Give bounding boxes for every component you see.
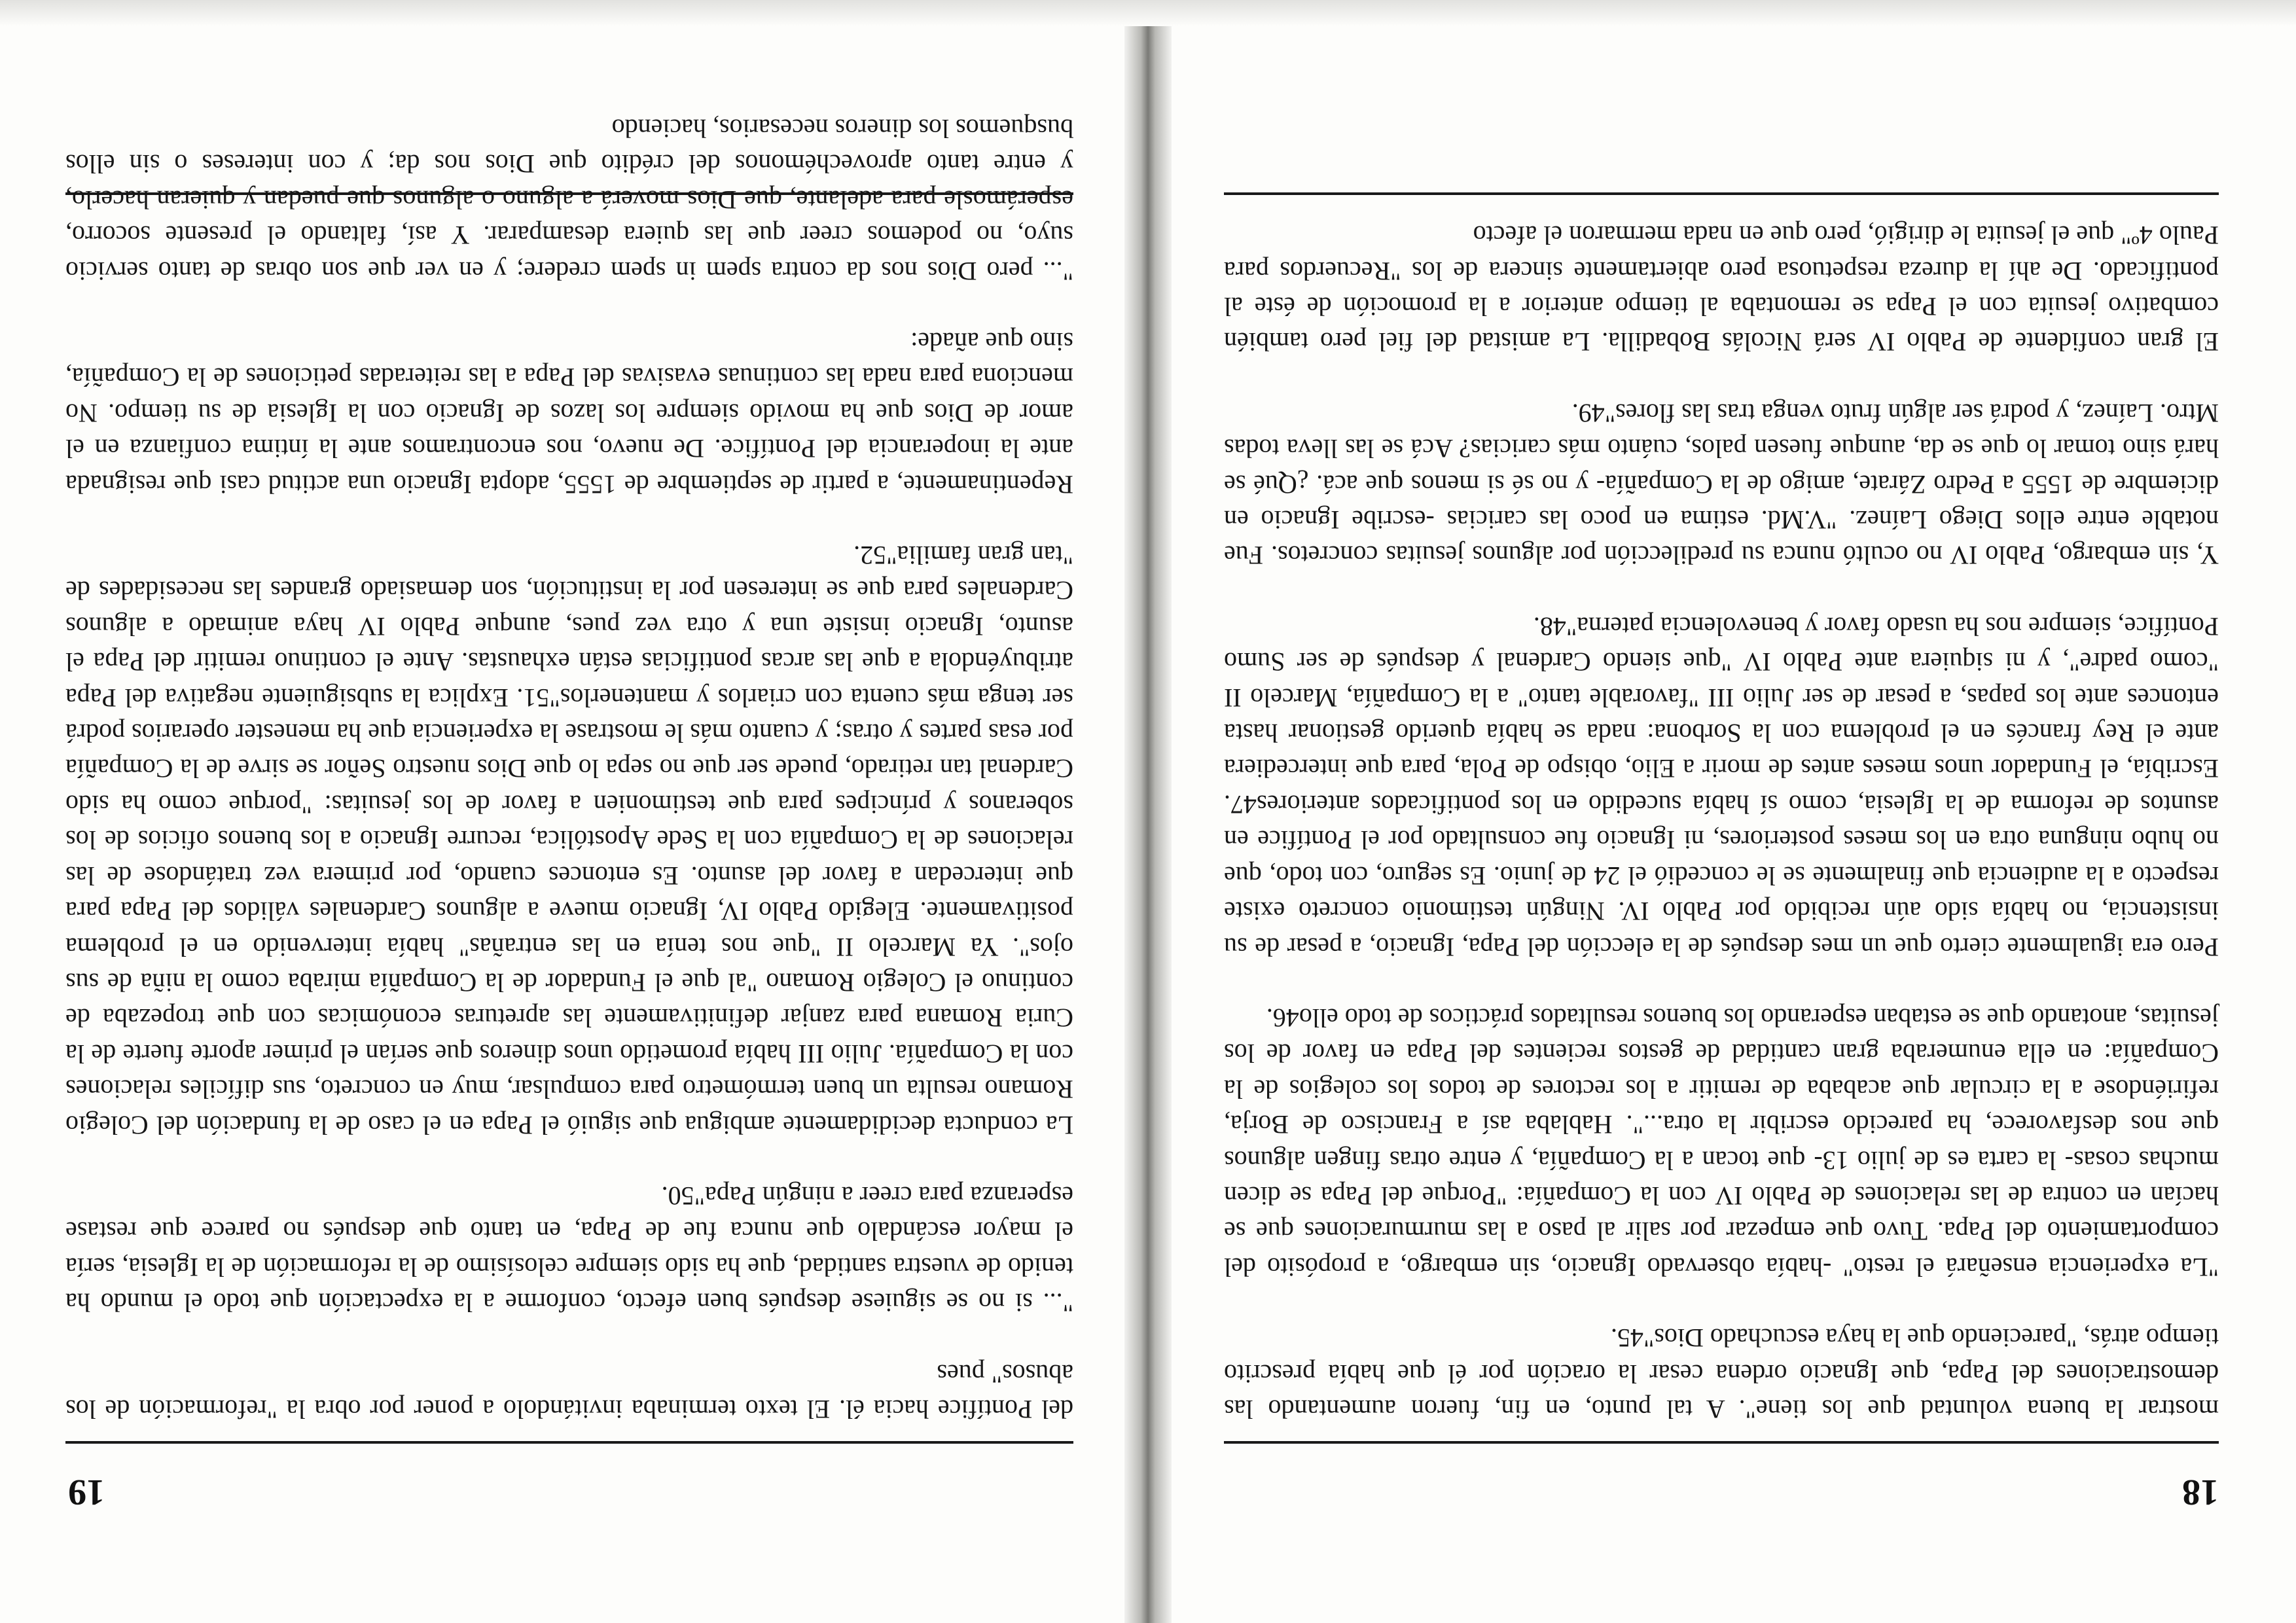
page-number: 19 (68, 1472, 105, 1512)
block-quote: "... pero Dios nos da contra spem in spem credere; y en ver que son obras de tanto servicio suyo, no podemos creer que las quiera desamparar. Y así, faltando el presente socorro, esperámosle para adelante, que Dios moverá a alguno o algunos que puedan y quieran hacerlo, y entre tanto aprovechémonos del crédito que Dios nos da; y con intereses o sin ellos busquemos los dineros necesarios, haciendo (65, 114, 1073, 286)
paragraph: "La experiencia enseñará el resto" -había observado Ignacio, sin embargo, a propósito del comportamiento del Papa. Tuvo que empezar por salir al paso a las murmuraciones que se hacían en contra de las relaciones de Pablo IV con la Compañía: "Porque del Papa se dicen muchas cosas- la carta es de julio 13- que tocan a la Compañía, y entre otras fingen algunos que nos desfavorece, ha parecido escribir la otra...". Hablaba así a Francisco de Borja, refiriéndose a la circular que acababa de remitir a los rectores de todos los colegios de la Compañía: en ella enumeraba gran cantidad de gestos recientes del Papa en favor de los jesuitas, anotando que se estaban esperando los buenos resultados prácticos de todo ello46. (1224, 1003, 2219, 1282)
page-body (1224, 217, 2219, 1427)
page-edge-shadow (0, 0, 2296, 26)
header-rule (1224, 1441, 2219, 1444)
page-number: 18 (2182, 1472, 2219, 1512)
paragraph: Repentinamente, a partir de septiembre de 1555, adopta Ignacio una actitud casi que resignada ante la inoperancia del Pontífice. De nuevo, nos encontramos ante la íntima confianza en el amor de Dios que ha movido siempre los lazos de Ignacio con la Iglesia de su tiempo. No menciona para nada las continuas evasivas del Papa a las reiteradas peticiones de la Compañía, sino que añade: (65, 327, 1073, 499)
book-gutter (1124, 0, 1172, 1623)
header-rule (65, 1441, 1073, 1444)
paragraph: El gran confidente de Pablo IV será Nicolás Bobadilla. La amistad del fiel pero también combativo jesuita con el Papa se remontaba al tiempo anterior a la promoción de éste al pontificado. De ahí la dureza respetuosa pero abiertamente sincera de los "Recuerdos para Paulo 4º" que el jesuita le dirigió, pero que en nada mermaron el afecto (1224, 221, 2219, 357)
paragraph: mostrar la buena voluntad que los tiene". A tal punto, en fin, fueron aumentando las demostraciones del Papa, que Ignacio ordena cesar la oración por él que había prescrito tiempo atrás, "pareciendo que la haya escuchado Dios"45. (1224, 1323, 2219, 1424)
paragraph: La conducta decididamente ambigua que siguió el Papa en el caso de la fundación del Colegio Romano resulta un buen termómetro para compulsar, muy en concreto, sus difíciles relaciones con la Compañía. Julio III había prometido unos dineros que serían el primer aporte fuerte de la Curia Romana para zanjar definitivamente las apreturas económicas con que tropezaba de continuo el Colegio Romano "al que el Fundador de la Compañía miraba como la niña de sus ojos". Ya Marcelo II "que nos tenía en las entrañas" había intervenido en el problema positivamente. Elegido Pablo IV, Ignacio mueve a algunos Cardenales válidos del Papa para que intercedan a favor del asunto. Es entonces cuando, por primera vez tratándose de las relaciones de la Compañía con la Sede Apostólica, recurre Ignacio a los buenos oficios de los soberanos y príncipes para que testimonien a favor de los jesuitas: "porque como ha sido Cardenal tan retirado, puede ser que no sepa lo que Dios nuestro Señor se sirve de la Compañía por esas partes y otras; y cuanto más le mostrase la experiencia que ha menester operarios podrá ser tenga más cuenta con criarlos y mantenerlos"51. Explica la subsiguiente negativa del Papa atribuyéndola a que las arcas pontificias están exhaustas. Ante el continuo remitir del Papa el asunto, Ignacio insiste una y otra vez pues, aunque Pablo IV haya animado a algunos Cardenales para que se interesen por la institución, son demasiado grandes las necesidades de "tan gran familia"52. (65, 541, 1073, 1140)
page-body (65, 111, 1073, 1427)
paragraph: Y, sin embargo, Pablo IV no ocultó nunca su predilección por algunos jesuitas concretos. Fue notable entre ellos Diego Laínez. "V.Md. estima en poco las caricias -escribe Ignacio en diciembre de 1555 a Pedro Zárate, amigo de la Compañía- y no sé si menos que acá. ¿Qué se hará sino tomar lo que se da, aunque fuesen palos, cuánto más caricias? Acá se las lleva todas Mtro. Laínez, y podrá ser algún fruto venga tras las flores"49. (1224, 398, 2219, 571)
footer-rule (1224, 192, 2219, 195)
paragraph: del Pontífice hacia él. El texto terminaba invitándolo a poner por obra la "reformación de los abusos" pues (65, 1359, 1073, 1424)
page-19 (0, 0, 1126, 1623)
block-quote: "... si no se siguiese después buen efecto, conforme a la expectación que todo el mundo ha tenido de vuestra santidad, que ha sido siempre celosísimo de la reformación de la Iglesia, sería el mayor escándalo que nunca fue de Papa, en tanto que después no parece que restase esperanza para creer a ningún Papa"50. (65, 1181, 1073, 1318)
paragraph: Pero era igualmente cierto que un mes después de la elección del Papa, Ignacio, a pesar de su insistencia, no había sido aún recibido por Pablo IV. Ningún testimonio concreto existe respecto a la audiencia que finalmente se le concedió el 24 de junio. Es seguro, con todo, que no hubo ninguna otra en los meses posteriores, ni Ignacio fue consultado por el Pontífice en asuntos de reforma de la Iglesia, como sí había sucedido en los pontificados anteriores47. Escribía, el Fundador unos meses antes de morir a Elio, obispo de Pola, para que intercediera ante el Rey francés en el problema con la Sorbona: nada se había querido gestionar hasta entonces ante los papas, a pesar de ser Julio III "favorable tanto" a la Compañía, Marcelo II "como padre", y ni siquiera ante Pablo IV "que siendo Cardenal y después de ser Sumo Pontífice, siempre nos ha usado favor y benevolencia paterna"48. (1224, 611, 2219, 962)
page-18 (1170, 0, 2296, 1623)
